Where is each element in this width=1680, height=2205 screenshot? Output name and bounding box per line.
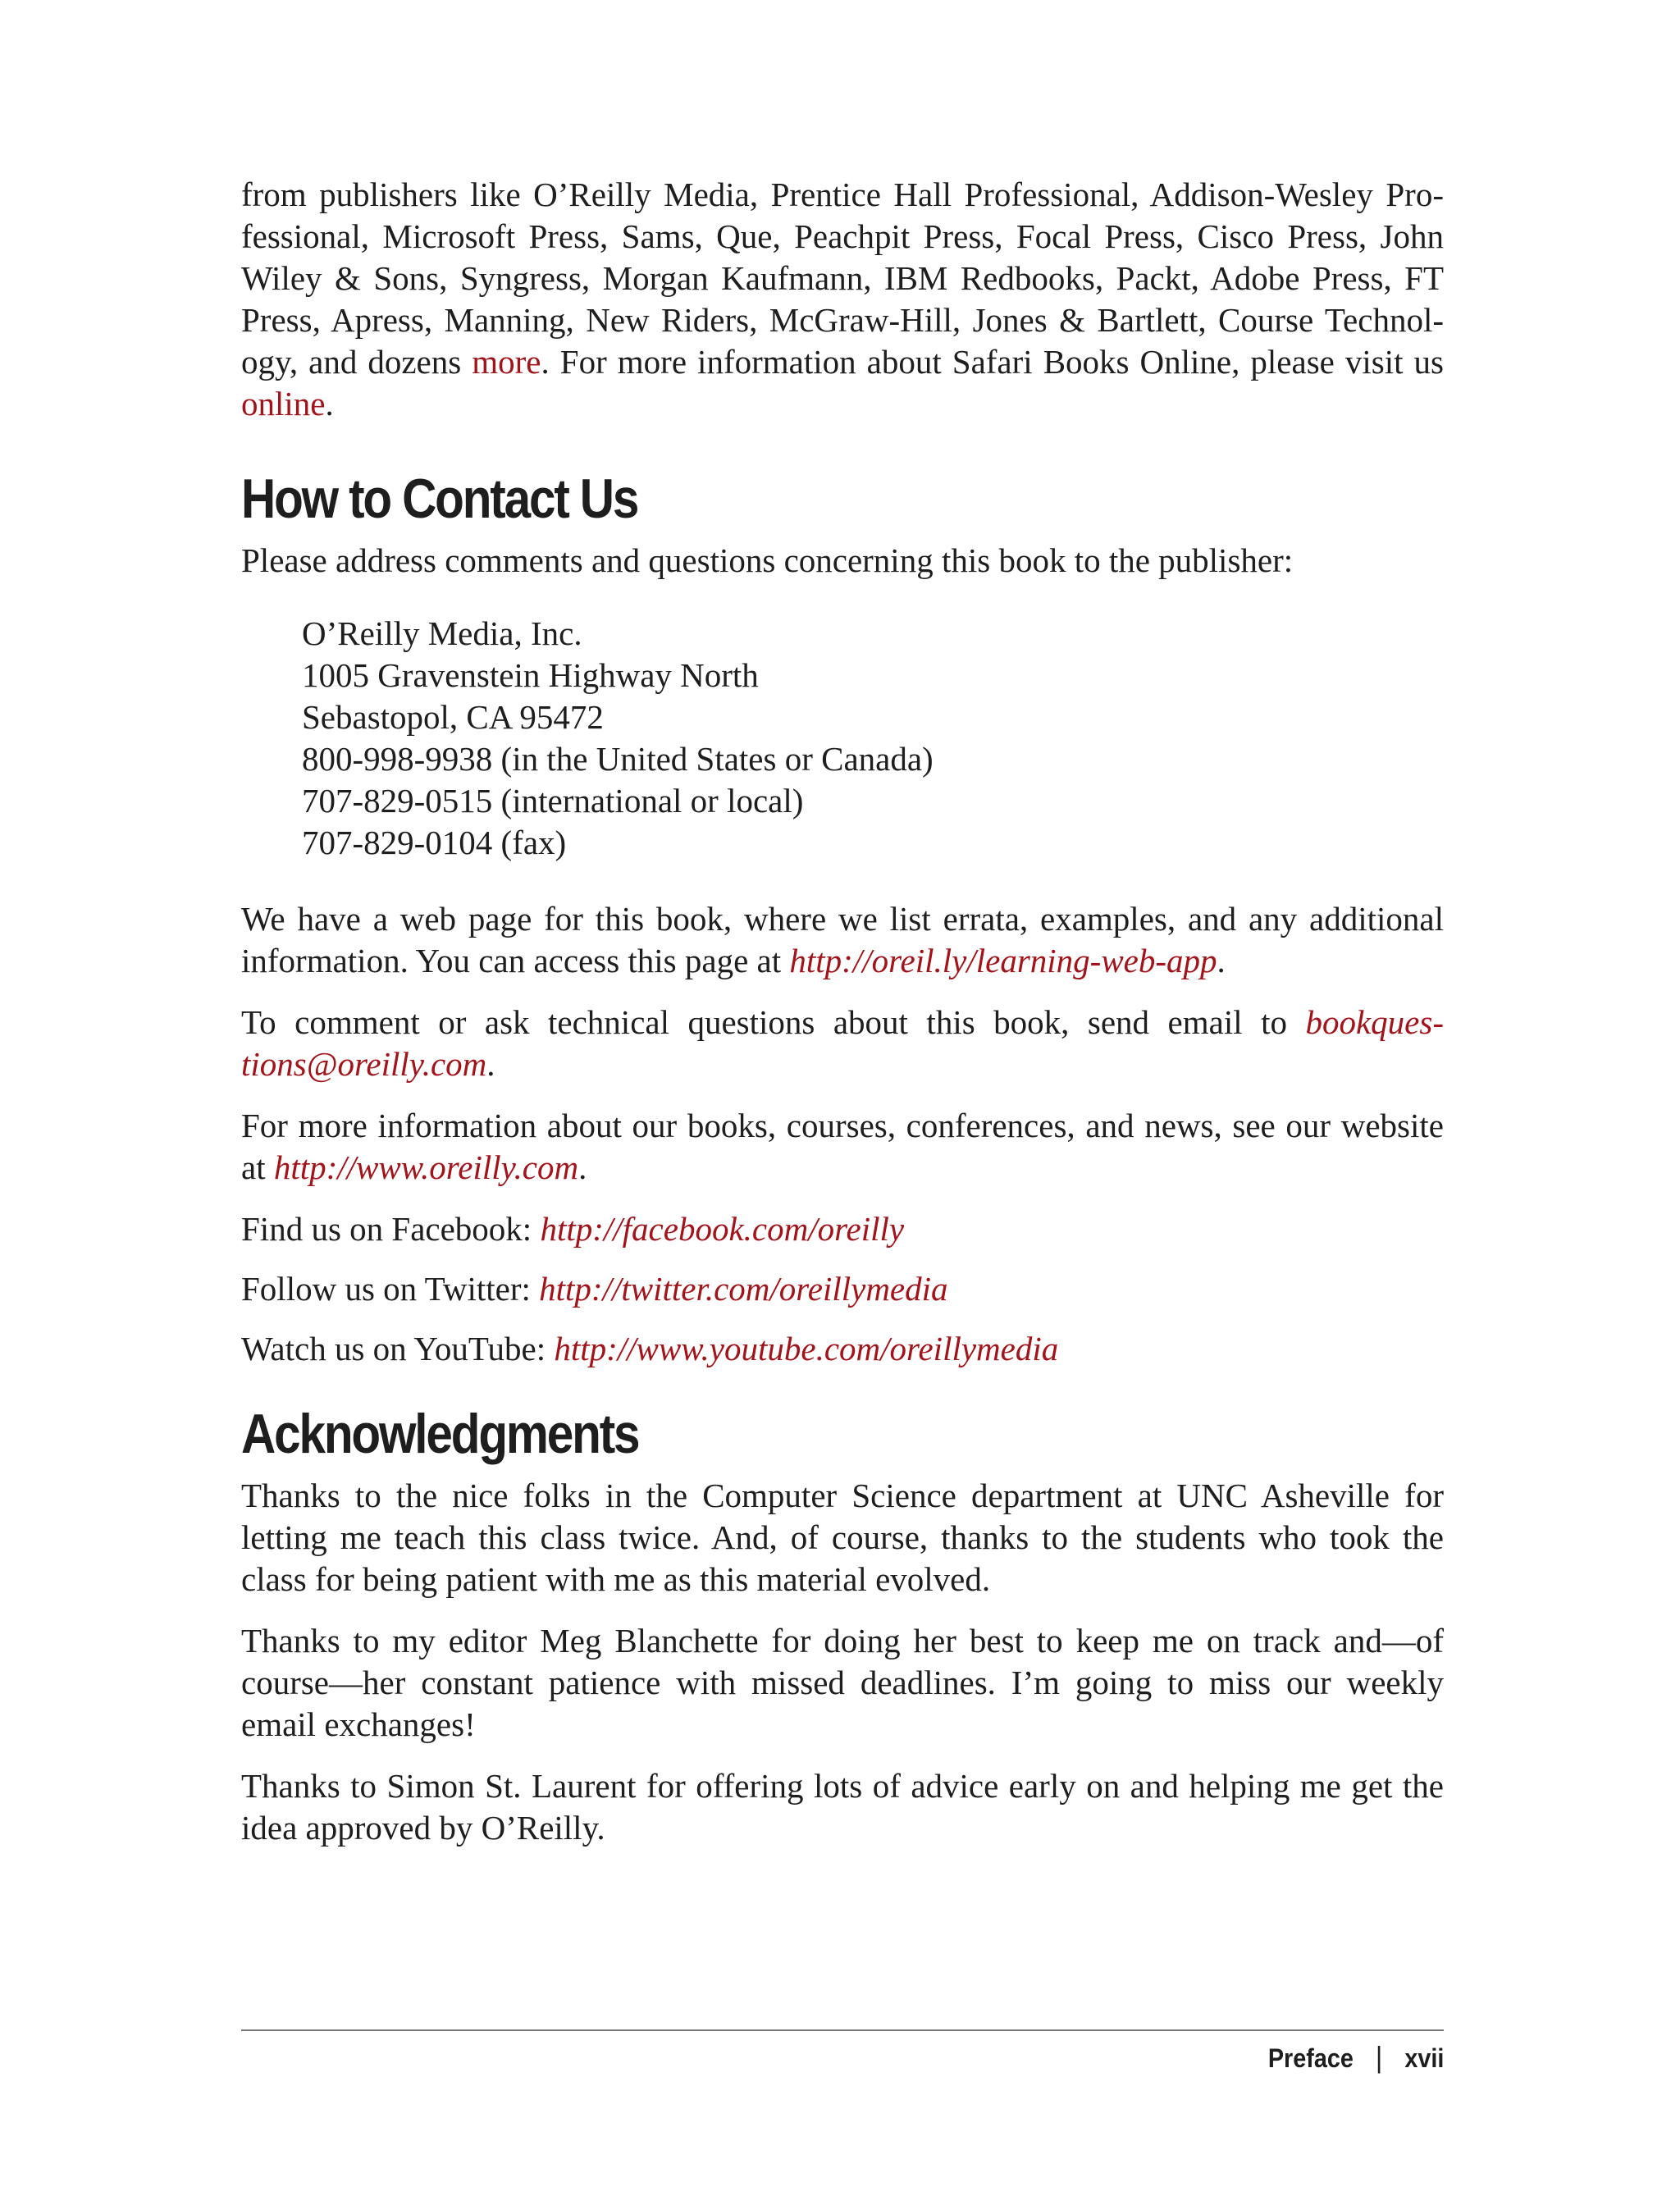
address-line-phone-us: 800-998-9938 (in the United States or Canada) <box>302 740 934 778</box>
address-line-street: 1005 Gravenstein Highway North <box>302 656 759 694</box>
address-line-fax: 707-829-0104 (fax) <box>302 824 567 861</box>
ack-paragraph-3: Thanks to Simon St. Laurent for offering lots of advice early on and helping me get the idea approved by O’Reilly. <box>241 1767 1444 1847</box>
website-paragraph <box>241 1105 1444 1189</box>
ack-paragraph-1: Thanks to the nice folks in the Computer Science department at UNC Asheville for letting me teach this class twice. And, of course, thanks to the students who took the class for being patient with me as this material evolved. <box>241 1477 1444 1598</box>
youtube-paragraph <box>241 1328 1444 1370</box>
address-line-phone-intl: 707-829-0515 (international or local) <box>302 782 804 819</box>
footer-page-number: xvii <box>1404 2043 1444 2073</box>
website-end: . <box>578 1148 587 1186</box>
contact-heading: How to Contact Us <box>241 468 638 530</box>
email-end: . <box>486 1045 495 1083</box>
facebook-paragraph <box>241 1208 1444 1250</box>
youtube-link[interactable]: http://www.youtube.com/oreillymedia <box>554 1330 1059 1367</box>
online-link[interactable]: online <box>241 385 326 422</box>
twitter-paragraph <box>241 1268 1444 1310</box>
more-link[interactable]: more <box>472 343 541 381</box>
footer-separator: | <box>1375 2040 1382 2074</box>
email-text: To comment or ask technical questions about this book, send email to <box>241 1003 1306 1041</box>
safari-text-after: . <box>325 385 334 422</box>
publisher-address <box>302 613 1444 864</box>
webpage-paragraph <box>241 898 1444 982</box>
ack-paragraph-2: Thanks to my editor Meg Blanchette for doing her best to keep me on track and—of course—her constant patience with missed deadlines. I’m going to miss our weekly email exchanges! <box>241 1622 1444 1743</box>
bookquestions-email-link[interactable]: bookquestions@oreilly.com <box>241 1003 1444 1083</box>
email-paragraph <box>241 1002 1444 1085</box>
safari-text-before: from publishers like O’Reilly Media, Prentice Hall Professional, Addison-Wesley Professional, Microsoft Press, Sams, Que, Peachpit Press, Focal Press, Cisco Press, John Wiley & Sons, Syngress, Morgan Kaufmann, IBM Redbooks, Packt, Adobe Press, FT Press, Apress, Manning, New Riders, McGraw-Hill, Jones & Bartlett, Course Technology, and dozens <box>241 176 1444 381</box>
page-footer <box>1267 2039 1444 2076</box>
webpage-text: We have a web page for this book, where we list errata, examples, and any additional information. You can access this page at <box>241 900 1444 979</box>
oreilly-website-link[interactable]: http://www.oreilly.com <box>273 1148 579 1186</box>
twitter-link[interactable]: http://twitter.com/oreillymedia <box>539 1270 948 1308</box>
address-line-company: O’Reilly Media, Inc. <box>302 614 582 652</box>
youtube-label: Watch us on YouTube: <box>241 1330 555 1367</box>
book-webpage-link[interactable]: http://oreil.ly/learning-web-app <box>789 942 1217 979</box>
acknowledgments-heading: Acknowledgments <box>241 1403 639 1465</box>
contact-intro: Please address comments and questions concerning this book to the publisher: <box>241 541 1294 579</box>
website-text: For more information about our books, courses, conferences, and news, see our website at <box>241 1107 1444 1186</box>
address-line-city: Sebastopol, CA 95472 <box>302 698 604 736</box>
twitter-label: Follow us on Twitter: <box>241 1270 540 1308</box>
facebook-label: Find us on Facebook: <box>241 1210 541 1248</box>
safari-text-middle: . For more information about Safari Books Online, please visit us <box>541 343 1445 381</box>
page-content <box>241 174 1444 1869</box>
webpage-end: . <box>1217 942 1226 979</box>
footer-section-title: Preface <box>1267 2043 1354 2073</box>
safari-paragraph <box>241 174 1444 425</box>
footer-rule <box>241 2029 1444 2031</box>
facebook-link[interactable]: http://facebook.com/oreilly <box>540 1210 905 1248</box>
